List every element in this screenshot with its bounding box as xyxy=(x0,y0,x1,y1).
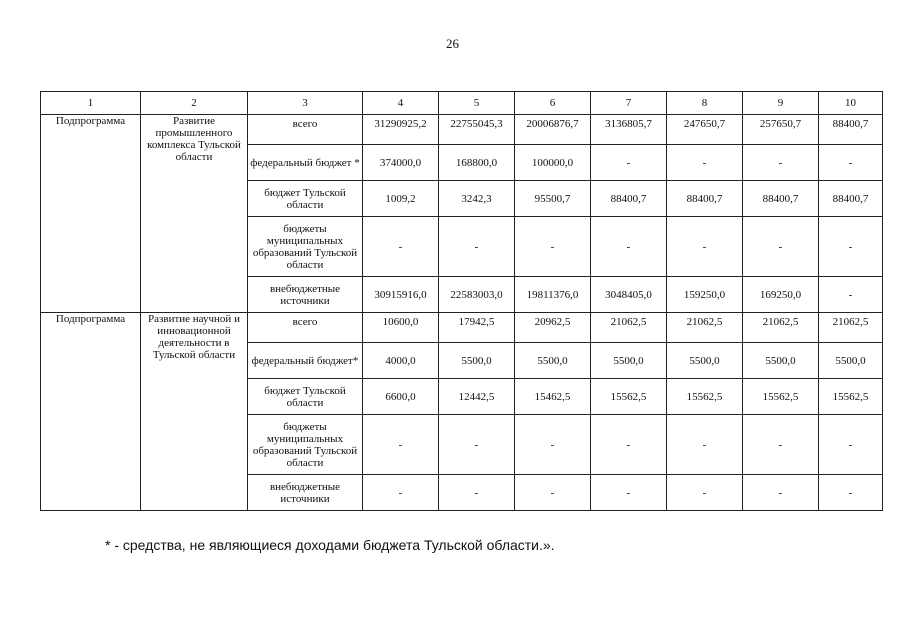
value-cell: 4000,0 xyxy=(363,343,439,379)
value-cell: 3048405,0 xyxy=(591,277,667,313)
value-cell: 88400,7 xyxy=(819,115,883,145)
column-header: 5 xyxy=(439,92,515,115)
value-cell: - xyxy=(439,415,515,475)
value-cell: 15562,5 xyxy=(743,379,819,415)
value-cell: 21062,5 xyxy=(743,313,819,343)
value-cell: 95500,7 xyxy=(515,181,591,217)
value-cell: 5500,0 xyxy=(743,343,819,379)
budget-table xyxy=(40,91,883,511)
value-cell: - xyxy=(819,415,883,475)
value-cell: - xyxy=(363,475,439,511)
value-cell: - xyxy=(667,475,743,511)
value-cell: - xyxy=(743,217,819,277)
value-cell: 88400,7 xyxy=(591,181,667,217)
funding-source-cell: внебюджетные источники xyxy=(248,277,363,313)
funding-source-cell: внебюджетные источники xyxy=(248,475,363,511)
value-cell: 15462,5 xyxy=(515,379,591,415)
funding-source-cell: всего xyxy=(248,115,363,145)
value-cell: - xyxy=(667,145,743,181)
subprogram-kind-cell: Подпрограмма xyxy=(41,313,141,511)
value-cell: 374000,0 xyxy=(363,145,439,181)
column-header: 7 xyxy=(591,92,667,115)
value-cell: 21062,5 xyxy=(667,313,743,343)
value-cell: - xyxy=(515,217,591,277)
column-header: 8 xyxy=(667,92,743,115)
value-cell: 19811376,0 xyxy=(515,277,591,313)
value-cell: 5500,0 xyxy=(667,343,743,379)
funding-source-cell: бюджет Тульской области xyxy=(248,181,363,217)
value-cell: 169250,0 xyxy=(743,277,819,313)
footnote: * - средства, не являющиеся доходами бюджета Тульской области.». xyxy=(105,537,555,553)
value-cell: - xyxy=(515,415,591,475)
value-cell: 6600,0 xyxy=(363,379,439,415)
subprogram-name-cell: Развитие промышленного комплекса Тульской области xyxy=(141,115,248,313)
value-cell: 88400,7 xyxy=(743,181,819,217)
funding-source-cell: бюджеты муниципальных образований Тульской области xyxy=(248,415,363,475)
subprogram-name-cell: Развитие научной и инновационной деятельности в Тульской области xyxy=(141,313,248,511)
value-cell: 5500,0 xyxy=(591,343,667,379)
value-cell: - xyxy=(819,145,883,181)
value-cell: 17942,5 xyxy=(439,313,515,343)
value-cell: 31290925,2 xyxy=(363,115,439,145)
column-header: 10 xyxy=(819,92,883,115)
subprogram-kind-cell: Подпрограмма xyxy=(41,115,141,313)
value-cell: 257650,7 xyxy=(743,115,819,145)
page-number: 26 xyxy=(446,36,459,51)
value-cell: - xyxy=(743,475,819,511)
value-cell: 5500,0 xyxy=(439,343,515,379)
value-cell: 20006876,7 xyxy=(515,115,591,145)
value-cell: - xyxy=(363,415,439,475)
value-cell: 10600,0 xyxy=(363,313,439,343)
value-cell: 1009,2 xyxy=(363,181,439,217)
value-cell: - xyxy=(667,415,743,475)
value-cell: - xyxy=(667,217,743,277)
value-cell: 22755045,3 xyxy=(439,115,515,145)
value-cell: - xyxy=(515,475,591,511)
value-cell: 247650,7 xyxy=(667,115,743,145)
value-cell: 22583003,0 xyxy=(439,277,515,313)
value-cell: - xyxy=(743,145,819,181)
value-cell: - xyxy=(591,475,667,511)
value-cell: - xyxy=(591,145,667,181)
value-cell: 5500,0 xyxy=(515,343,591,379)
value-cell: 88400,7 xyxy=(667,181,743,217)
value-cell: 3242,3 xyxy=(439,181,515,217)
value-cell: 15562,5 xyxy=(667,379,743,415)
value-cell: 5500,0 xyxy=(819,343,883,379)
value-cell: - xyxy=(819,475,883,511)
value-cell: 100000,0 xyxy=(515,145,591,181)
column-header: 3 xyxy=(248,92,363,115)
value-cell: 15562,5 xyxy=(819,379,883,415)
value-cell: 12442,5 xyxy=(439,379,515,415)
value-cell: - xyxy=(591,415,667,475)
column-header: 2 xyxy=(141,92,248,115)
funding-source-cell: федеральный бюджет * xyxy=(248,145,363,181)
value-cell: - xyxy=(363,217,439,277)
table-row xyxy=(41,313,883,343)
value-cell: 88400,7 xyxy=(819,181,883,217)
value-cell: - xyxy=(439,217,515,277)
funding-source-cell: бюджеты муниципальных образований Тульской области xyxy=(248,217,363,277)
table-row xyxy=(41,115,883,145)
value-cell: - xyxy=(819,217,883,277)
value-cell: - xyxy=(743,415,819,475)
value-cell: 20962,5 xyxy=(515,313,591,343)
value-cell: - xyxy=(819,277,883,313)
column-header: 9 xyxy=(743,92,819,115)
funding-source-cell: бюджет Тульской области xyxy=(248,379,363,415)
value-cell: - xyxy=(439,475,515,511)
column-header: 1 xyxy=(41,92,141,115)
value-cell: 168800,0 xyxy=(439,145,515,181)
value-cell: 15562,5 xyxy=(591,379,667,415)
value-cell: 21062,5 xyxy=(591,313,667,343)
funding-source-cell: федеральный бюджет* xyxy=(248,343,363,379)
column-header: 6 xyxy=(515,92,591,115)
column-header: 4 xyxy=(363,92,439,115)
header-row xyxy=(41,92,883,115)
value-cell: 3136805,7 xyxy=(591,115,667,145)
value-cell: 30915916,0 xyxy=(363,277,439,313)
value-cell: 159250,0 xyxy=(667,277,743,313)
value-cell: - xyxy=(591,217,667,277)
funding-source-cell: всего xyxy=(248,313,363,343)
value-cell: 21062,5 xyxy=(819,313,883,343)
